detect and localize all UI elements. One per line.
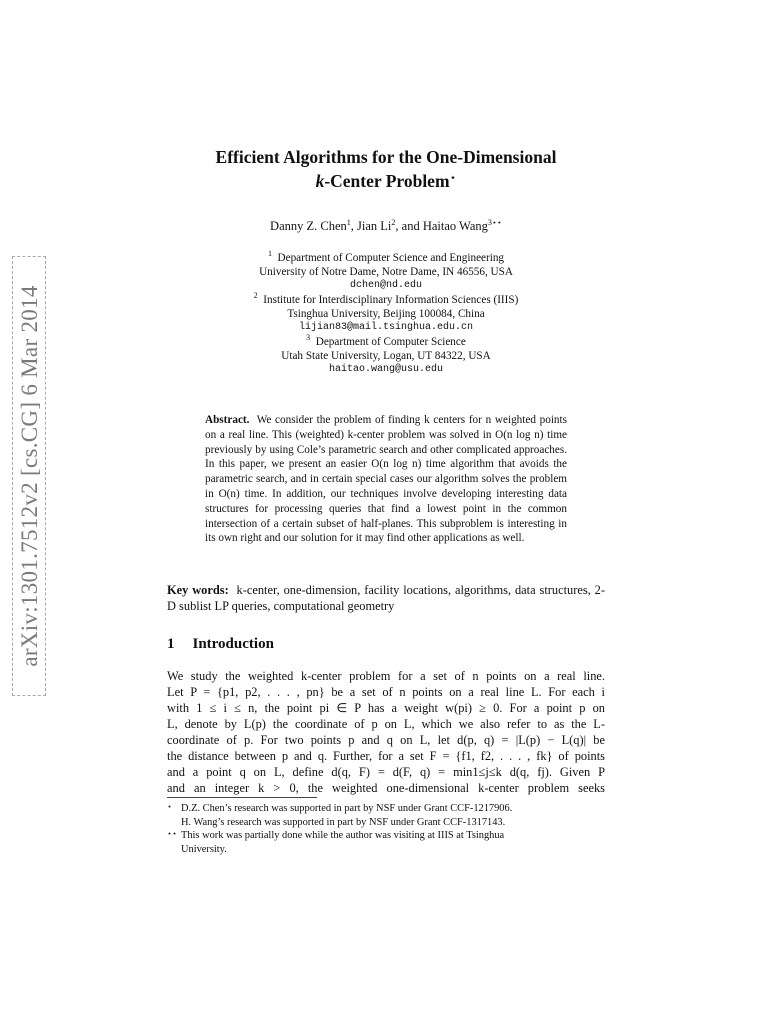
affiliation-1 <box>150 247 622 293</box>
title-footnote-marker: ⋆ <box>449 172 457 184</box>
abstract-text: We consider the problem of finding k centers for n weighted points on a real line. This (weighted) k-center problem was solved in O(n log n) time previously by using Cole’s parametric search and other complicated approaches. In this paper, we present an easier O(n log n) time algorithm that avoids the parametric search, and in certain special cases our algorithm solves the problem in O(n) time. In addition, our techniques involve developing interesting data structures for processing queries that find a lowest point in the common intersection of a certain subset of half-planes. This subproblem is interesting in its own right and our solution for it may find other applications as well. <box>205 414 567 545</box>
footnote <box>167 829 607 856</box>
affiliation-email: lijian83@mail.tsinghua.edu.cn <box>298 322 474 333</box>
affiliation-dept: Department of Computer Science <box>315 336 466 348</box>
author-separator: , <box>350 219 358 233</box>
author-sup: 2 <box>391 218 396 227</box>
footnote <box>167 802 607 829</box>
footnote-line: University. <box>181 843 227 855</box>
section-heading <box>167 636 274 653</box>
title-rest: -Center Problem <box>324 171 450 191</box>
author-list <box>150 218 622 234</box>
affiliation-number: 2 <box>253 291 258 300</box>
footnotes <box>167 802 607 856</box>
arxiv-stamp-text: arXiv:1301.7512v2 [cs.CG] 6 Mar 2014 <box>17 285 42 667</box>
paper-title-line-1: Efficient Algorithms for the One-Dimensional <box>215 147 557 167</box>
footnote-line: This work was partially done while the author was visiting at IIIS at Tsinghua <box>181 830 505 842</box>
keywords-label: Key words: <box>167 583 229 597</box>
author-separator: , and <box>395 219 423 233</box>
affiliation-email: dchen@nd.edu <box>349 280 422 291</box>
intro-line: the distance between p and q. Further, for a set F = {f1, f2, . . . , fk} of points <box>167 749 605 763</box>
title-k: k <box>315 171 325 191</box>
intro-line: and a point q on L, define d(q, F) = d(F, q) = min1≤j≤k d(q, fj). Given P <box>167 765 605 779</box>
paper-title-line-2 <box>150 171 622 192</box>
affiliation-institution: University of Notre Dame, Notre Dame, IN 46556, USA <box>259 266 513 278</box>
footnote-marker: ⋆⋆ <box>167 829 178 839</box>
affiliation-2 <box>150 289 622 335</box>
footnote-marker: ⋆ <box>167 802 173 811</box>
intro-paragraph <box>167 668 605 796</box>
affiliation-email: haitao.wang@usu.edu <box>328 364 444 375</box>
author-name: Haitao Wang <box>422 219 488 233</box>
keywords-text: k-center, one-dimension, facility locations, algorithms, data structures, 2-D sublist LP queries, computational geometry <box>167 583 605 613</box>
intro-line: with 1 ≤ i ≤ n, the point pi ∈ P has a weight w(pi) ≥ 0. For a point p on <box>167 701 605 715</box>
footnote-line: D.Z. Chen’s research was supported in part by NSF under Grant CCF-1217906. <box>181 803 513 814</box>
footnote-line: H. Wang’s research was supported in part by NSF under Grant CCF-1317143. <box>181 816 506 828</box>
abstract <box>205 413 567 546</box>
intro-line: and an integer k > 0, the weighted one-dimensional k-center problem seeks <box>167 781 605 795</box>
affiliation-institution: Tsinghua University, Beijing 100084, China <box>287 308 485 320</box>
keywords <box>167 582 605 614</box>
intro-line: coordinate of p. For two points p and q on L, let d(p, q) = |L(p) − L(q)| be <box>167 733 605 747</box>
author-name: Danny Z. Chen <box>270 219 347 233</box>
abstract-label: Abstract. <box>205 414 250 426</box>
affiliation-dept: Department of Computer Science and Engineering <box>277 252 505 264</box>
author-sup: 1 <box>346 218 351 227</box>
arxiv-stamp <box>12 256 46 696</box>
footnote-rule <box>167 797 317 798</box>
affiliation-number: 3 <box>306 333 311 342</box>
section-number: 1 <box>167 636 175 652</box>
affiliation-institution: Utah State University, Logan, UT 84322, USA <box>281 350 491 362</box>
affiliation-number: 1 <box>267 249 272 258</box>
intro-line: L, denote by L(p) the coordinate of p on L, which we also refer to as the L- <box>167 717 605 731</box>
intro-line: Let P = {p1, p2, . . . , pn} be a set of n points on a real line L. For each i <box>167 685 605 699</box>
affiliation-3 <box>150 331 622 377</box>
author-name: Jian Li <box>357 219 392 233</box>
author-sup: 3⋆⋆ <box>487 218 502 227</box>
affiliation-dept: Institute for Interdisciplinary Information Sciences (IIIS) <box>263 294 519 306</box>
section-title: Introduction <box>192 636 274 652</box>
intro-line: We study the weighted k-center problem for a set of n points on a real line. <box>167 669 605 683</box>
